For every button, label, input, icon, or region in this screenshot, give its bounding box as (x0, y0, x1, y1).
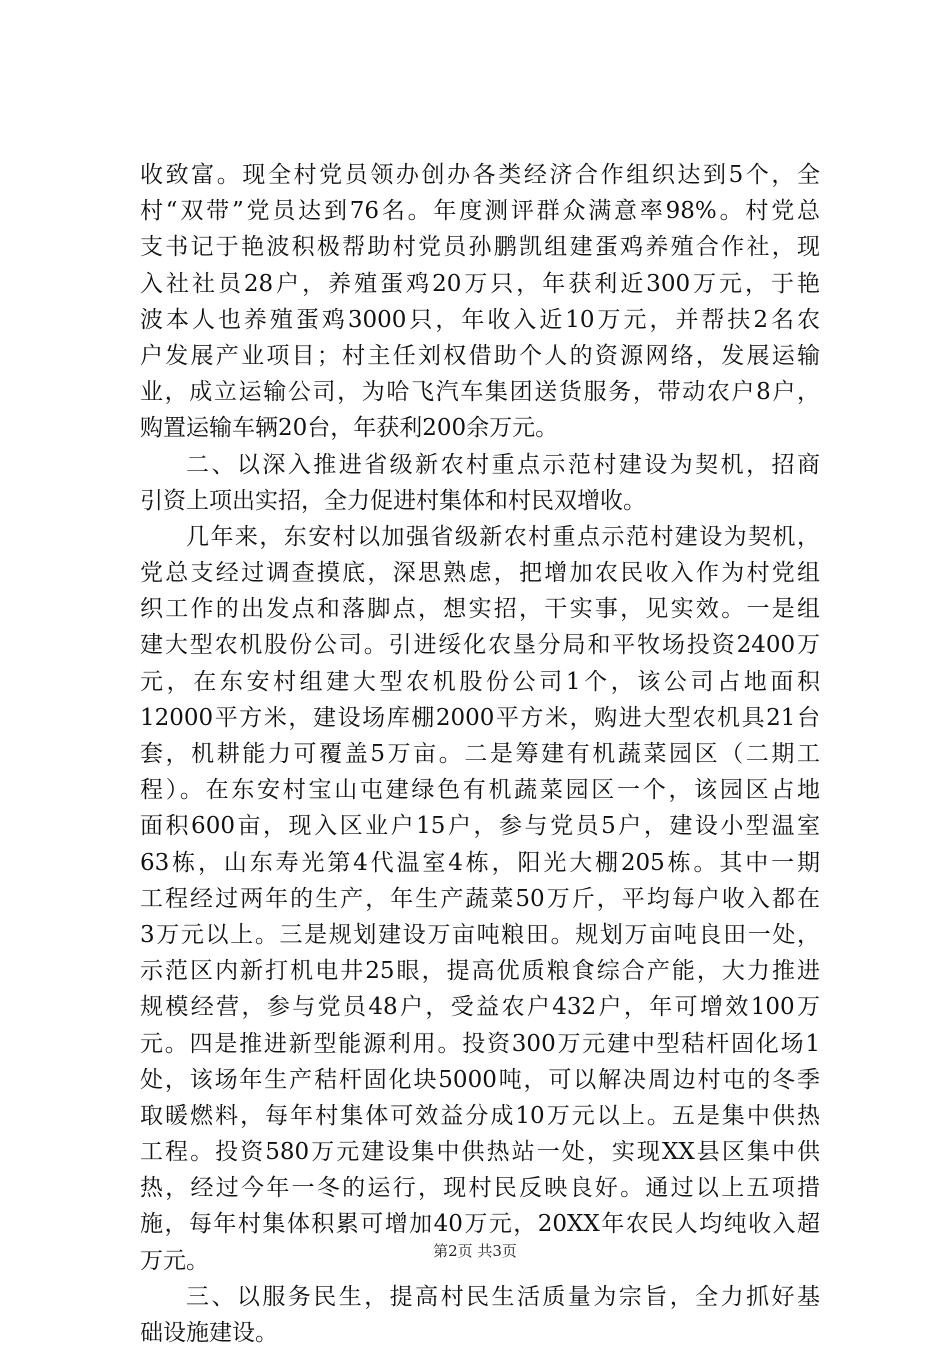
text-line: 程）。在东安村宝山屯建绿色有机蔬菜园区一个，该园区占地 (140, 777, 820, 804)
text-line: 处，该场年生产秸杆固化块5000吨，可以解决周边村屯的冬季 (140, 1066, 820, 1093)
text-line: 3万元以上。三是规划建设万亩吨粮田。规划万亩吨良田一处， (140, 921, 820, 948)
body-text (140, 157, 820, 1351)
text-line: 万元。 (140, 1247, 209, 1274)
text-line: 元，在东安村组建大型农机股份公司1个，该公司占地面积 (140, 668, 820, 695)
text-line: 12000平方米，建设场库棚2000平方米，购进大型农机具21台 (140, 704, 820, 731)
text-line: 元。四是推进新型能源利用。投资300万元建中型秸杆固化场1 (140, 1030, 820, 1057)
section-heading-line: 引资上项出实招，全力促进村集体和村民双增收。 (140, 487, 646, 514)
text-line: 收致富。现全村党员领办创办各类经济合作组织达到5个，全 (140, 162, 820, 188)
text-line: 购置运输车辆20台，年获利200余万元。 (140, 415, 559, 442)
text-line: 规模经营，参与党员48户，受益农户432户，年可增效100万 (140, 994, 820, 1021)
text-line: 工程经过两年的生产，年生产蔬菜50万斤，平均每户收入都在 (140, 885, 820, 912)
text-line: 业，成立运输公司，为哈飞汽车集团送货服务，带动农户8户， (140, 379, 820, 406)
text-line: 户发展产业项目；村主任刘权借助个人的资源网络，发展运输 (140, 342, 820, 369)
text-line: 热，经过今年一冬的运行，现村民反映良好。通过以上五项措 (140, 1175, 820, 1202)
text-line: 套，机耕能力可覆盖5万亩。二是筹建有机蔬菜园区（二期工 (140, 741, 820, 767)
section-heading-line: 二、以深入推进省级新农村重点示范村建设为契机，招商 (186, 451, 820, 478)
text-line: 63栋，山东寿光第4代温室4栋，阳光大棚205栋。其中一期 (140, 849, 820, 876)
text-line: 施，每年村集体积累可增加40万元，20XX年农民人均纯收入超 (140, 1211, 820, 1238)
page-footer: 第2页 共3页 (433, 1242, 517, 1260)
text-line: 入社社员28户，养殖蛋鸡20万只，年获利近300万元，于艳 (140, 270, 820, 297)
text-line: 村“双带”党员达到76名。年度测评群众满意率98%。村党总 (140, 198, 820, 225)
text-line: 示范区内新打机电井25眼，提高优质粮食综合产能，大力推进 (140, 958, 820, 985)
text-line: 面积600亩，现入区业户15户，参与党员5户，建设小型温室 (140, 813, 820, 840)
text-line: 建大型农机股份公司。引进绥化农垦分局和平牧场投资2400万 (140, 632, 820, 659)
text-line: 取暖燃料，每年村集体可效益分成10万元以上。五是集中供热 (140, 1102, 820, 1129)
text-line: 织工作的出发点和落脚点，想实招，干实事，见实效。一是组 (140, 596, 820, 623)
text-line: 波本人也养殖蛋鸡3000只，年收入近10万元，并帮扶2名农 (140, 306, 820, 333)
section-heading-line: 础设施建设。 (140, 1320, 278, 1346)
text-line: 党总支经过调查摸底，深思熟虑，把增加农民收入作为村党组 (140, 560, 820, 587)
text-line: 支书记于艳波积极帮助村党员孙鹏凯组建蛋鸡养殖合作社，现 (140, 234, 820, 261)
section-heading-line: 三、以服务民生，提高村民生活质量为宗旨，全力抓好基 (186, 1283, 820, 1310)
text-line: 几年来，东安村以加强省级新农村重点示范村建设为契机， (186, 523, 820, 550)
text-line: 工程。投资580万元建设集中供热站一处，实现XX县区集中供 (140, 1139, 820, 1166)
